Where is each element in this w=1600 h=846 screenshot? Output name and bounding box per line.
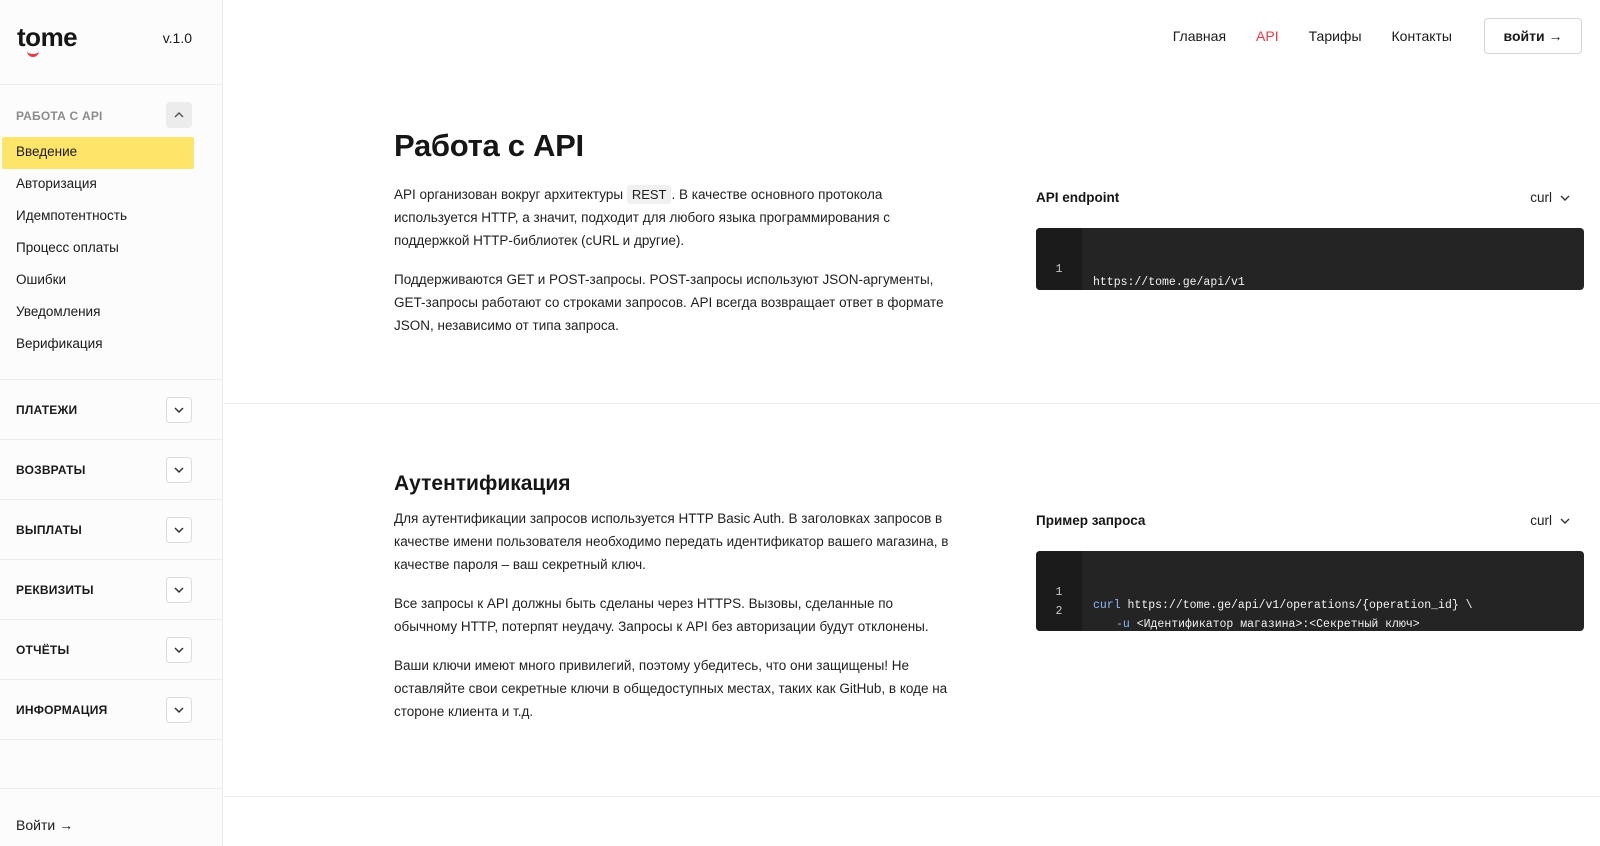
section-api-title: РАБОТА С API (16, 109, 103, 123)
expand-button[interactable] (166, 697, 192, 723)
language-label: curl (1530, 513, 1552, 528)
nav-item-payment-process[interactable]: Процесс оплаты (16, 240, 119, 255)
auth-text (394, 507, 954, 739)
section-info[interactable] (0, 680, 222, 740)
nav-item-idempotency[interactable]: Идемпотентность (16, 208, 127, 223)
nav-item-notifications[interactable]: Уведомления (16, 304, 101, 319)
sidebar (0, 0, 223, 846)
language-label: curl (1530, 190, 1552, 205)
nav-item-errors[interactable]: Ошибки (16, 272, 67, 287)
nav-item-verification[interactable]: Верификация (16, 336, 103, 351)
nav-link-api[interactable]: API (1256, 28, 1279, 44)
code-text: https://tome.ge/api/v1 (1093, 276, 1245, 289)
code-line (1036, 250, 1584, 289)
section-intro (224, 0, 1600, 404)
inline-code: REST (627, 185, 672, 204)
section-label: ВЫПЛАТЫ (16, 523, 83, 537)
section-label: ОТЧЁТЫ (16, 643, 70, 657)
expand-button[interactable] (166, 577, 192, 603)
section-label: ВОЗВРАТЫ (16, 463, 86, 477)
section-label: ИНФОРМАЦИЯ (16, 703, 108, 717)
section-requisites[interactable] (0, 560, 222, 620)
expand-button[interactable] (166, 517, 192, 543)
nav-item-intro[interactable]: Введение (2, 137, 194, 169)
auth-paragraph-1: Для аутентификации запросов используется HTTP Basic Auth. В заголовках запросов в качестве имени пользователя необходимо передать идентификатор вашего магазина, в качестве пароля – ваш секретный ключ. (394, 511, 949, 572)
expand-button[interactable] (166, 457, 192, 483)
text-segment: . В качестве основного протокола используется HTTP, а значит, подходит для любого языка программирования с поддержкой HTTP-библиотек (cURL и другие). (394, 187, 891, 248)
chevron-down-icon (173, 704, 185, 716)
panel-header (1036, 511, 1584, 535)
code-block[interactable] (1036, 228, 1584, 290)
line-number: 1 (1055, 586, 1063, 599)
request-example-panel (1036, 511, 1584, 631)
line-number: 1 (1055, 263, 1063, 276)
section-reports[interactable] (0, 620, 222, 680)
section-payouts[interactable] (0, 500, 222, 560)
chevron-down-icon (1560, 193, 1570, 203)
code-line (1036, 573, 1584, 612)
expand-button[interactable] (166, 397, 192, 423)
nav-link-home[interactable]: Главная (1172, 28, 1227, 44)
code-line (1036, 592, 1584, 631)
chevron-down-icon (173, 644, 185, 656)
section-authentication (224, 404, 1600, 797)
panel-header (1036, 188, 1584, 212)
language-select[interactable] (1530, 513, 1570, 528)
section-label: РЕКВИЗИТЫ (16, 583, 94, 597)
intro-paragraph-2: Поддерживаются GET и POST-запросы. POST-запросы используют JSON-аргументы, GET-запросы работают со строками запросов. API всегда возвращает ответ в формате JSON, независимо от типа запроса. (394, 272, 944, 333)
section-api (0, 85, 222, 380)
nav-link-pricing[interactable]: Тарифы (1308, 28, 1362, 44)
auth-paragraph-2: Все запросы к API должны быть сделаны через HTTPS. Вызовы, сделанные по обычному HTTP, потерпят неудачу. Запросы к API без авторизации будут отклонены. (394, 596, 929, 634)
section-title: Аутентификация (394, 472, 571, 495)
sidebar-footer (0, 788, 222, 846)
line-number: 2 (1055, 605, 1063, 618)
sidebar-header (0, 0, 222, 85)
login-button[interactable]: войти → (1484, 18, 1582, 54)
nav-item-auth[interactable]: Авторизация (16, 176, 97, 191)
language-select[interactable] (1530, 190, 1570, 205)
nav-link-contacts[interactable]: Контакты (1391, 28, 1452, 44)
logo[interactable]: to me (17, 22, 77, 53)
code-segment: <Идентификатор магазина>:<Секретный ключ> (1129, 618, 1420, 631)
code-block[interactable] (1036, 551, 1584, 631)
nav-list (0, 137, 222, 361)
section-payments[interactable] (0, 380, 222, 440)
sidebar-login-link[interactable]: Войти → (16, 817, 74, 833)
section-label: ПЛАТЕЖИ (16, 403, 78, 417)
expand-button[interactable] (166, 637, 192, 663)
page-title: Работа с API (394, 128, 584, 163)
auth-paragraph-3: Ваши ключи имеют много привилегий, поэтому убедитесь, что они защищены! Не оставляйте свои секретные ключи в общедоступных местах, таких как GitHub, в коде на стороне клиента и т.д. (394, 658, 948, 719)
code-segment: https://tome.ge/api/v1/operations/{operation_id} \ (1120, 599, 1473, 612)
chevron-down-icon (173, 464, 185, 476)
version-label: v.1.0 (162, 30, 192, 46)
code-text (1116, 618, 1420, 631)
panel-title: Пример запроса (1036, 513, 1146, 528)
intro-paragraph-1 (394, 183, 954, 252)
chevron-up-icon (173, 109, 185, 121)
chevron-down-icon (173, 524, 185, 536)
section-refunds[interactable] (0, 440, 222, 500)
panel-title: API endpoint (1036, 190, 1120, 205)
endpoint-panel (1036, 188, 1584, 290)
code-keyword: -u (1116, 618, 1130, 631)
collapse-button[interactable] (166, 102, 192, 128)
intro-text (394, 183, 954, 353)
chevron-down-icon (173, 584, 185, 596)
code-keyword: curl (1093, 599, 1121, 612)
text-segment: API организован вокруг архитектуры (394, 187, 627, 202)
chevron-down-icon (1560, 516, 1570, 526)
chevron-down-icon (173, 404, 185, 416)
